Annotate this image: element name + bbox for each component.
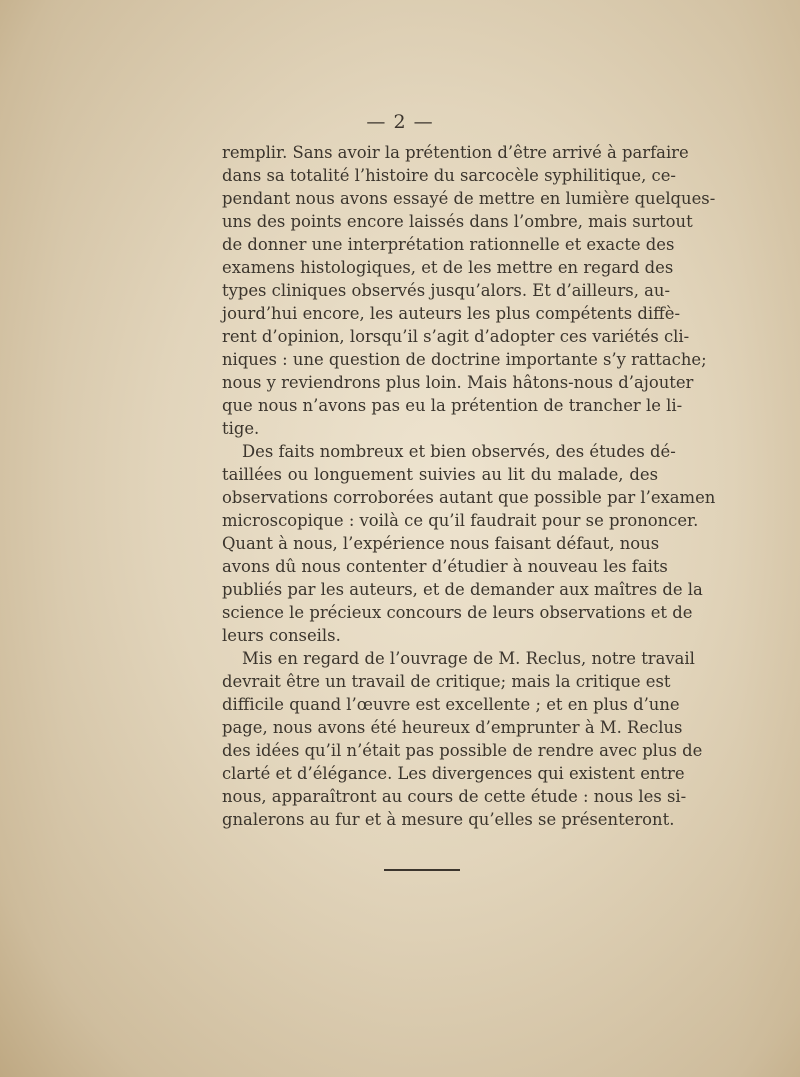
text-line: remplir. Sans avoir la prétention d’être arrivé à parfaire [222, 143, 689, 162]
text-line: nous y reviendrons plus loin. Mais hâtons-nous d’ajouter [222, 373, 694, 392]
text-line: devrait être un travail de critique; mais la critique est [222, 672, 671, 691]
text-line: uns des points encore laissés dans l’ombre, mais surtout [222, 212, 693, 231]
text-line: Mis en regard de l’ouvrage de M. Reclus, notre travail [242, 649, 695, 668]
text-line: science le précieux concours de leurs observations et de [222, 603, 693, 622]
text-line: microscopique : voilà ce qu’il faudrait pour se prononcer. [222, 511, 699, 530]
text-line: des idées qu’il n’était pas possible de rendre avec plus de [222, 741, 703, 760]
text-line: examens histologiques, et de les mettre en regard des [222, 258, 674, 277]
text-line: observations corroborées autant que possible par l’examen [222, 488, 716, 507]
body-text [222, 141, 716, 831]
text-line: avons dû nous contenter d’étudier à nouveau les faits [222, 557, 668, 576]
text-line: Des faits nombreux et bien observés, des études dé- [242, 442, 676, 461]
text-line: dans sa totalité l’histoire du sarcocèle syphilitique, ce- [222, 166, 676, 185]
paragraph-3 [222, 647, 703, 831]
text-line: page, nous avons été heureux d’emprunter à M. Reclus [222, 718, 683, 737]
text-line: taillées ou longuement suivies au lit du malade, des [222, 465, 658, 484]
text-line: niques : une question de doctrine importante s’y rattache; [222, 350, 707, 369]
text-line: rent d’opinion, lorsqu’il s’agit d’adopter ces variétés cli- [222, 327, 690, 346]
paragraph-2 [222, 440, 716, 647]
text-line: jourd’hui encore, les auteurs les plus compétents diffè- [222, 304, 680, 323]
text-line: Quant à nous, l’expérience nous faisant défaut, nous [222, 534, 660, 553]
text-line: leurs conseils. [222, 626, 341, 645]
text-line: que nous n’avons pas eu la prétention de trancher le li- [222, 396, 683, 415]
end-rule [384, 869, 460, 871]
text-line: clarté et d’élégance. Les divergences qui existent entre [222, 764, 685, 783]
text-line: de donner une interprétation rationnelle et exacte des [222, 235, 675, 254]
text-line: types cliniques observés jusqu’alors. Et d’ailleurs, au- [222, 281, 670, 300]
page-number: — 2 — [366, 111, 434, 133]
paragraph-1 [222, 141, 716, 440]
text-line: publiés par les auteurs, et de demander aux maîtres de la [222, 580, 703, 599]
text-line: nous, apparaîtront au cours de cette étude : nous les si- [222, 787, 687, 806]
text-line: pendant nous avons essayé de mettre en lumière quelques- [222, 189, 716, 208]
text-line: tige. [222, 419, 260, 438]
text-line: difficile quand l’œuvre est excellente ; et en plus d’une [222, 695, 680, 714]
text-line: gnalerons au fur et à mesure qu’elles se présenteront. [222, 810, 675, 829]
